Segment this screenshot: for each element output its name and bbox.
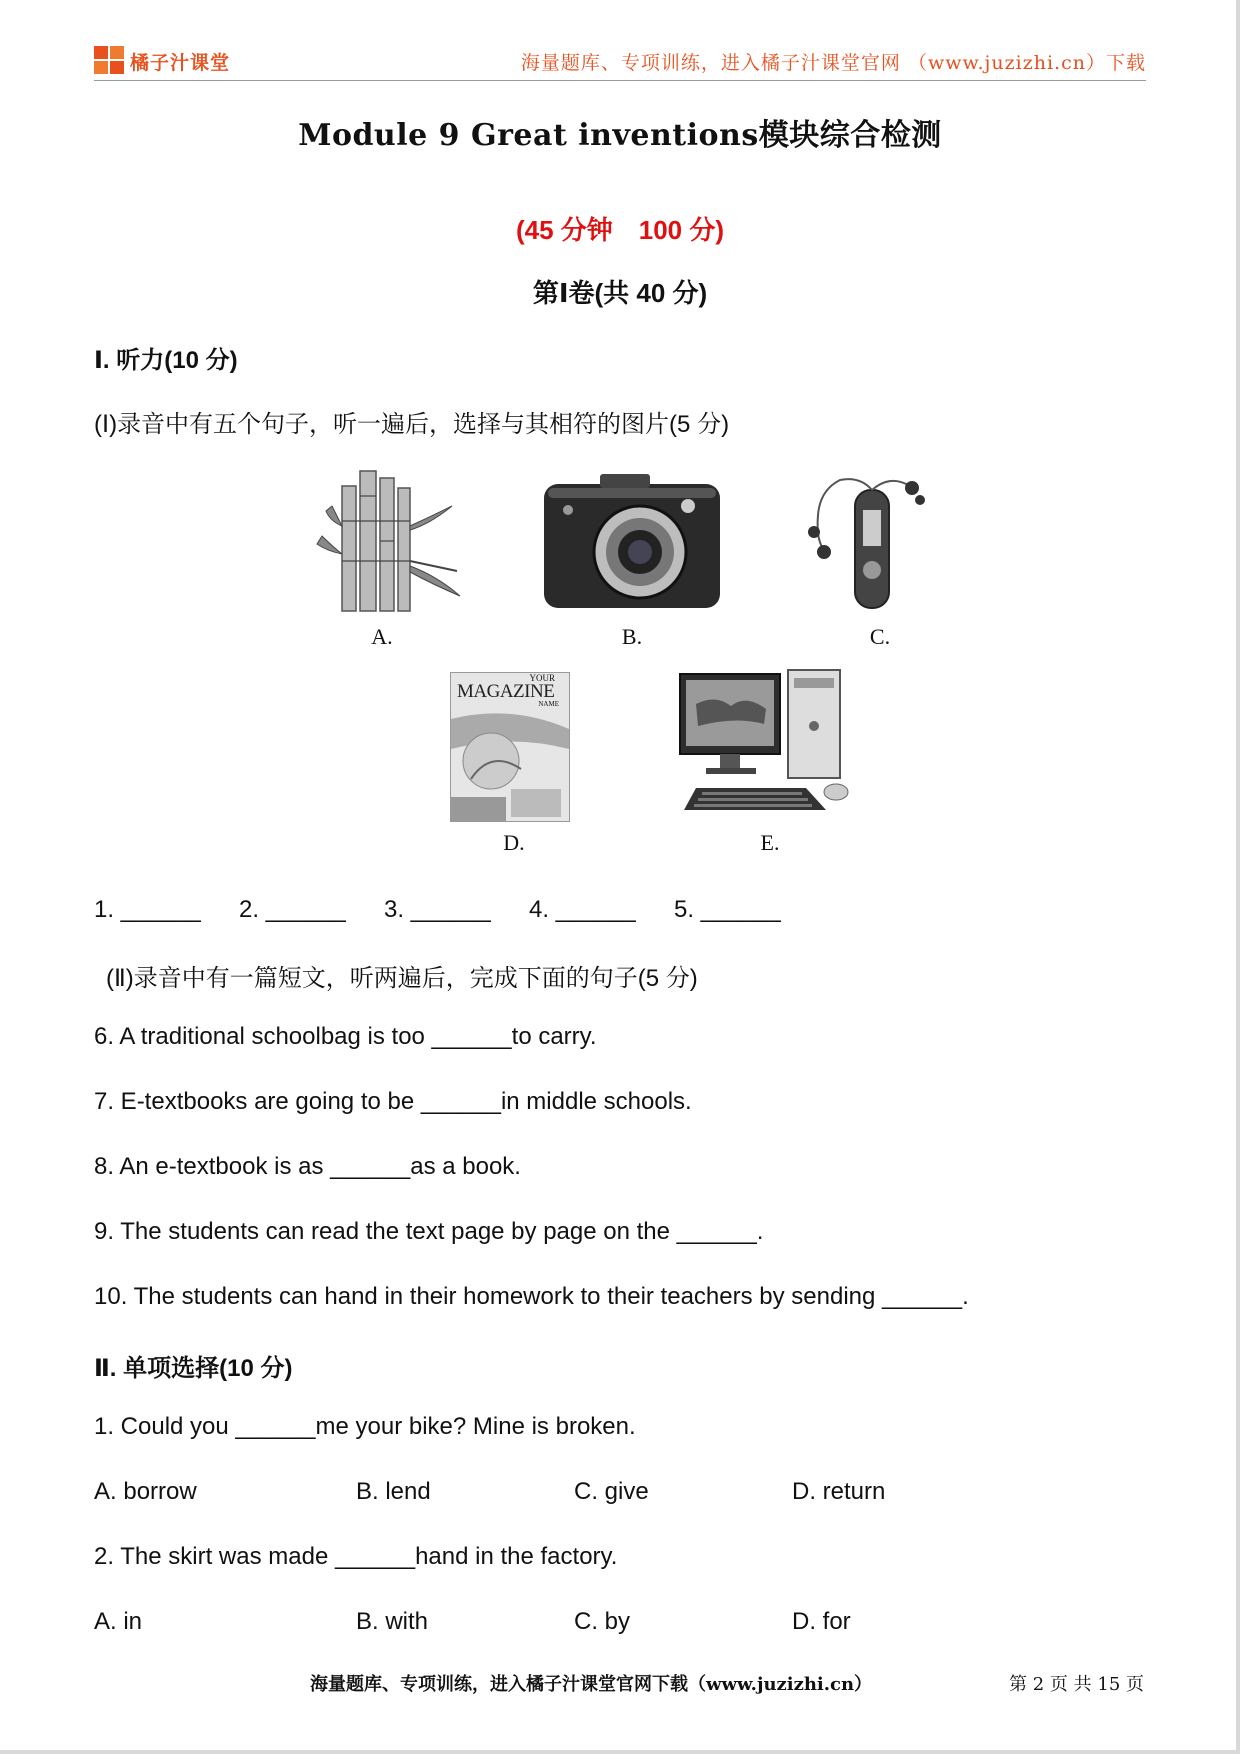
sentence-item: 6. A traditional schoolbag is too ______to carry. [94,1023,597,1050]
option-a[interactable]: A. borrow [94,1478,197,1505]
option-b[interactable]: B. with [356,1608,429,1635]
picture-c-label: C. [869,624,891,649]
answer-blank[interactable]: 1. ______ [94,896,201,923]
computer-icon [676,664,856,824]
camera-icon [540,470,725,615]
option-c[interactable]: C. give [574,1478,649,1505]
answer-blank[interactable]: 3. ______ [384,896,491,923]
page-title: Module 9 Great inventions模块综合检测 [298,118,942,153]
bamboo-icon [312,466,462,616]
part1-instruction: (Ⅰ)录音中有五个句子，听一遍后，选择与其相符的图片(5 分) [94,411,730,438]
page-number: 第 2 页 共 15 页 [1009,1674,1144,1695]
footer-text: 海量题库、专项训练，进入橘子汁课堂官网下载（www.juzizhi.cn） [310,1674,873,1695]
mp3-player-icon [800,470,930,615]
picture-e-label: E. [760,830,780,855]
volume-heading: 第Ⅰ卷(共 40 分) [532,278,708,308]
time-score: (45 分钟 100 分) [515,215,725,245]
question-stem: 2. The skirt was made ______hand in the factory. [94,1543,618,1570]
magazine-title: MAGAZINE [457,681,555,702]
sentence-item: 7. E-textbooks are going to be ______in middle schools. [94,1088,692,1115]
picture-d-label: D. [503,830,525,855]
logo [94,46,230,76]
answer-blank[interactable]: 5. ______ [674,896,781,923]
page-header [94,44,1146,81]
answer-blank[interactable]: 4. ______ [529,896,636,923]
question-stem: 1. Could you ______me your bike? Mine is broken. [94,1413,636,1440]
option-d[interactable]: D. return [792,1478,886,1505]
sentence-item: 10. The students can hand in their homework to their teachers by sending ______. [94,1283,969,1310]
option-c[interactable]: C. by [574,1608,631,1635]
logo-text: 橘子汁课堂 [130,51,231,74]
sentence-item: 9. The students can read the text page by page on the ______. [94,1218,764,1245]
picture-a-label: A. [371,624,393,649]
magazine-icon [450,672,570,822]
part2-instruction: (Ⅱ)录音中有一篇短文，听两遍后，完成下面的句子(5 分) [106,965,698,992]
option-a[interactable]: A. in [94,1608,143,1635]
section2-heading: Ⅱ. 单项选择(10 分) [94,1355,293,1382]
sentence-item: 8. An e-textbook is as ______as a book. [94,1153,521,1180]
magazine-top-text: YOUR [529,673,555,683]
answer-blanks [94,896,819,924]
option-b[interactable]: B. lend [356,1478,431,1505]
magazine-sub: NAME [538,700,559,708]
picture-b-label: B. [621,624,643,649]
answer-blank[interactable]: 2. ______ [239,896,346,923]
header-tagline: 海量题库、专项训练，进入橘子汁课堂官网 （www.juzizhi.cn）下载 [520,52,1146,74]
option-d[interactable]: D. for [792,1608,851,1635]
section1-heading: Ⅰ. 听力(10 分) [94,347,238,374]
logo-icon [94,46,126,76]
